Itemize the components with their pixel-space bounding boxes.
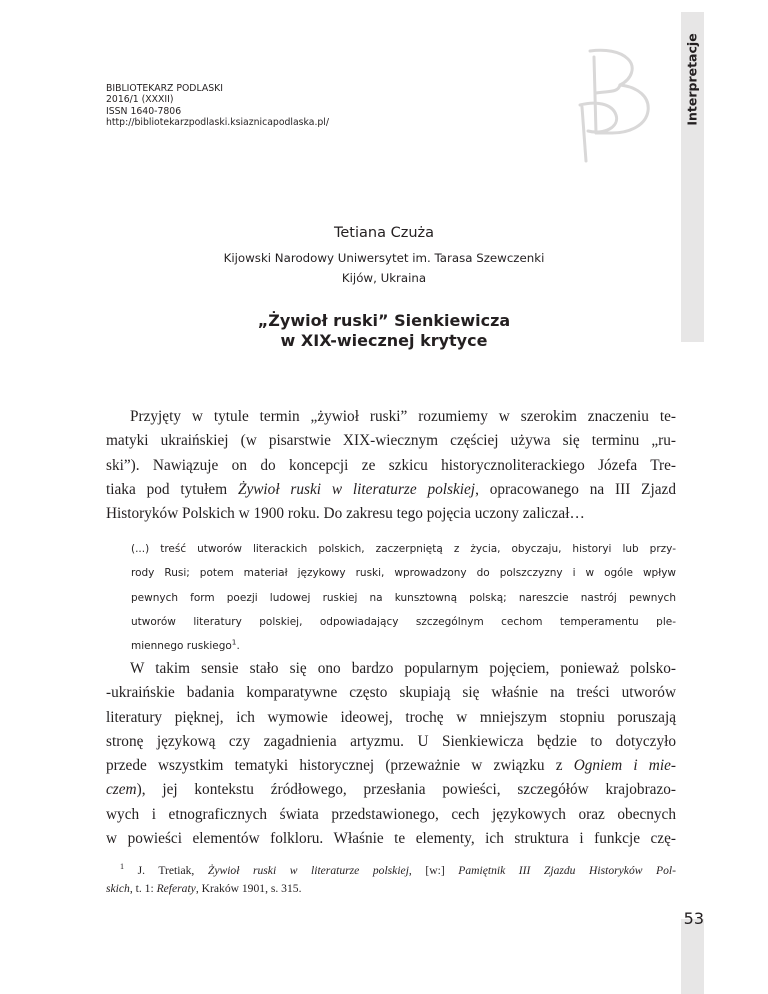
text-line: -ukraińskie badania komparatywne często skupiają się właśnie na treści utworów <box>106 684 676 702</box>
text-run: przede wszystkim tematyki historycznej (przeważnie w związku z <box>106 757 574 775</box>
text-line: matyki ukraińskiej (w pisarstwie XIX-wiecznym częściej używa się terminu „ru- <box>106 432 676 450</box>
text-line: literatury pięknej, ich wymowie ideowej, trochę w mniejszym stopniu poruszają <box>106 708 676 726</box>
text-run: , t. 1: <box>129 882 157 895</box>
text-line <box>106 478 676 502</box>
journal-url[interactable]: http://bibliotekarzpodlaski.ksiaznicapodlaska.pl/ <box>106 116 330 128</box>
page-number-tab <box>681 919 704 994</box>
text-line: ski”). Nawiązuje on do koncepcji ze szkicu historycznoliterackiego Józefa Tre- <box>106 456 676 474</box>
text-run: . <box>236 640 240 653</box>
text-line: W takim sensie stało się ono bardzo popularnym pojęciem, ponieważ polsko- <box>130 660 676 677</box>
author-affiliation: Kijowski Narodowy Uniwersytet im. Tarasa Szewczenki <box>223 251 545 265</box>
italic-title: Referaty <box>156 882 196 895</box>
italic-title: czem <box>106 781 137 799</box>
article-title-line2: w XIX-wiecznej krytyce <box>280 331 488 350</box>
text-run: J. Tretiak, <box>124 864 208 877</box>
text-run: ), jej kontekstu źródłowego, przesłania powieści, szczegółów krajobrazo- <box>136 781 676 799</box>
text-line: wych i etnograficznych świata przedstawionego, cech językowych oraz obecnych <box>106 805 676 823</box>
journal-name: BIBLIOTEKARZ PODLASKI <box>106 83 223 94</box>
block-quote <box>131 537 676 658</box>
italic-title: Ogniem i mie- <box>573 757 676 775</box>
text-line: stronę językową czy zagadnienia artyzmu. U Sienkiewicza będzie to dotyczyło <box>106 732 676 750</box>
journal-header <box>106 83 329 128</box>
text-line: Historyków Polskich w 1900 roku. Do zakresu tego pojęcia uczony zaliczał… <box>106 505 585 523</box>
footnote-line <box>106 880 676 898</box>
italic-title: Żywioł ruski w literaturze polskiej <box>237 480 476 498</box>
text-line: w powieści elementów folkloru. Właśnie te elementy, ich struktura i funkcje czę- <box>106 830 676 848</box>
text-run: , [w:] <box>408 864 459 877</box>
journal-issn: ISSN 1640-7806 <box>106 105 182 117</box>
quote-line: utworów literatury polskiej, odpowiadający szczególnym cechom temperamentu ple- <box>131 615 676 628</box>
footnote-ref[interactable]: 1 <box>231 637 237 647</box>
body-paragraph-2 <box>106 657 676 851</box>
body-paragraph-1 <box>106 405 676 526</box>
text-line <box>106 754 676 778</box>
footnote-number: 1 <box>120 862 125 872</box>
author-location: Kijów, Ukraina <box>341 271 427 285</box>
section-tab-label-wrap <box>681 12 704 146</box>
author-name: Tetiana Czuża <box>333 225 435 241</box>
quote-line: (...) treść utworów literackich polskich, zaczerpniętą z życia, obyczaju, historyi lub przy- <box>131 543 676 555</box>
italic-title: Pamiętnik III Zjazdu Historyków Pol- <box>458 864 676 877</box>
italic-title: Żywioł ruski w literaturze polskiej <box>207 864 409 877</box>
text-run: , opracowanego na III Zjazd <box>475 480 676 498</box>
journal-issue: 2016/1 (XXXII) <box>106 94 174 106</box>
text-run: , Kraków 1901, s. 315. <box>195 882 302 895</box>
article-title <box>0 311 768 351</box>
text-line: Przyjęty w tytule termin „żywioł ruski” rozumiemy w szerokim znaczeniu te- <box>130 408 676 425</box>
quote-line <box>131 634 676 658</box>
footnote-line <box>106 862 676 880</box>
bp-monogram-logo <box>560 45 665 165</box>
text-run: tiaka pod tytułem <box>106 480 238 498</box>
text-run: miennego ruskiego <box>131 640 232 653</box>
quote-line: pewnych form poezji ludowej ruskiej na kunsztowną polską; nareszcie nastrój pewnych <box>131 591 676 604</box>
text-line <box>106 778 676 802</box>
section-tab-label: Interpretacje <box>685 32 700 126</box>
article-title-line1: „Żywioł ruski” Sienkiewicza <box>257 311 511 330</box>
page-number: 53 <box>683 909 704 928</box>
italic-title: skich <box>106 882 130 895</box>
quote-line: rody Rusi; potem materiał językowy ruski, wprowadzony do polszczyzny i w ogóle wpływ <box>131 567 676 580</box>
footnote <box>106 862 676 898</box>
